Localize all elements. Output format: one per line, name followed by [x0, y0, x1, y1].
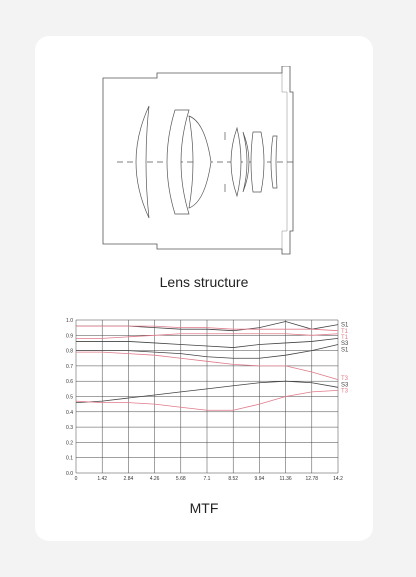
x-tick-label: 5.68 — [175, 476, 186, 482]
lens-element-4 — [231, 128, 241, 196]
product-card — [35, 36, 373, 541]
x-tick-label: 12.78 — [305, 476, 319, 482]
lens-structure-caption: Lens structure — [159, 274, 249, 290]
series-label: S1 — [341, 322, 349, 329]
series-label: T3 — [341, 388, 349, 395]
series-label: T1 — [341, 334, 349, 341]
y-tick-label: 0.1 — [66, 455, 73, 462]
y-tick-label: 0.2 — [66, 440, 73, 447]
y-tick-label: 0.7 — [66, 363, 73, 370]
mtf-chart — [58, 316, 358, 486]
series-label: T3 — [341, 376, 349, 383]
lens-element-2 — [167, 110, 189, 214]
x-tick-label: 11.36 — [279, 476, 292, 482]
x-tick-label: 8.52 — [228, 476, 239, 482]
y-tick-label: 0.0 — [66, 471, 73, 477]
y-tick-label: 0.5 — [66, 394, 73, 401]
lens-element-7 — [271, 136, 277, 188]
y-tick-label: 1.0 — [66, 318, 73, 324]
series-label: S1 — [341, 347, 349, 354]
mtf-caption: MTF — [189, 500, 219, 516]
lens-element-6 — [251, 132, 264, 192]
x-tick-label: 7.1 — [203, 476, 211, 482]
series-label: S3 — [341, 382, 349, 389]
y-tick-label: 0.6 — [66, 379, 73, 386]
x-tick-label: 14.2 — [333, 476, 343, 482]
series-label: S3 — [341, 341, 349, 348]
x-tick-label: 0 — [74, 476, 78, 482]
x-tick-label: 2.84 — [123, 476, 134, 482]
y-tick-label: 0.4 — [66, 409, 73, 416]
lens-element-5 — [243, 132, 249, 192]
lens-structure-diagram — [97, 66, 307, 256]
y-tick-label: 0.3 — [66, 425, 73, 432]
x-tick-label: 9.94 — [254, 476, 265, 482]
series-label: T1 — [341, 328, 349, 335]
barrel-inner-line — [282, 73, 287, 249]
x-tick-label: 4.26 — [149, 476, 160, 482]
y-tick-label: 0.8 — [66, 348, 73, 355]
x-tick-label: 1.42 — [97, 476, 108, 482]
y-tick-label: 0.9 — [66, 333, 73, 340]
